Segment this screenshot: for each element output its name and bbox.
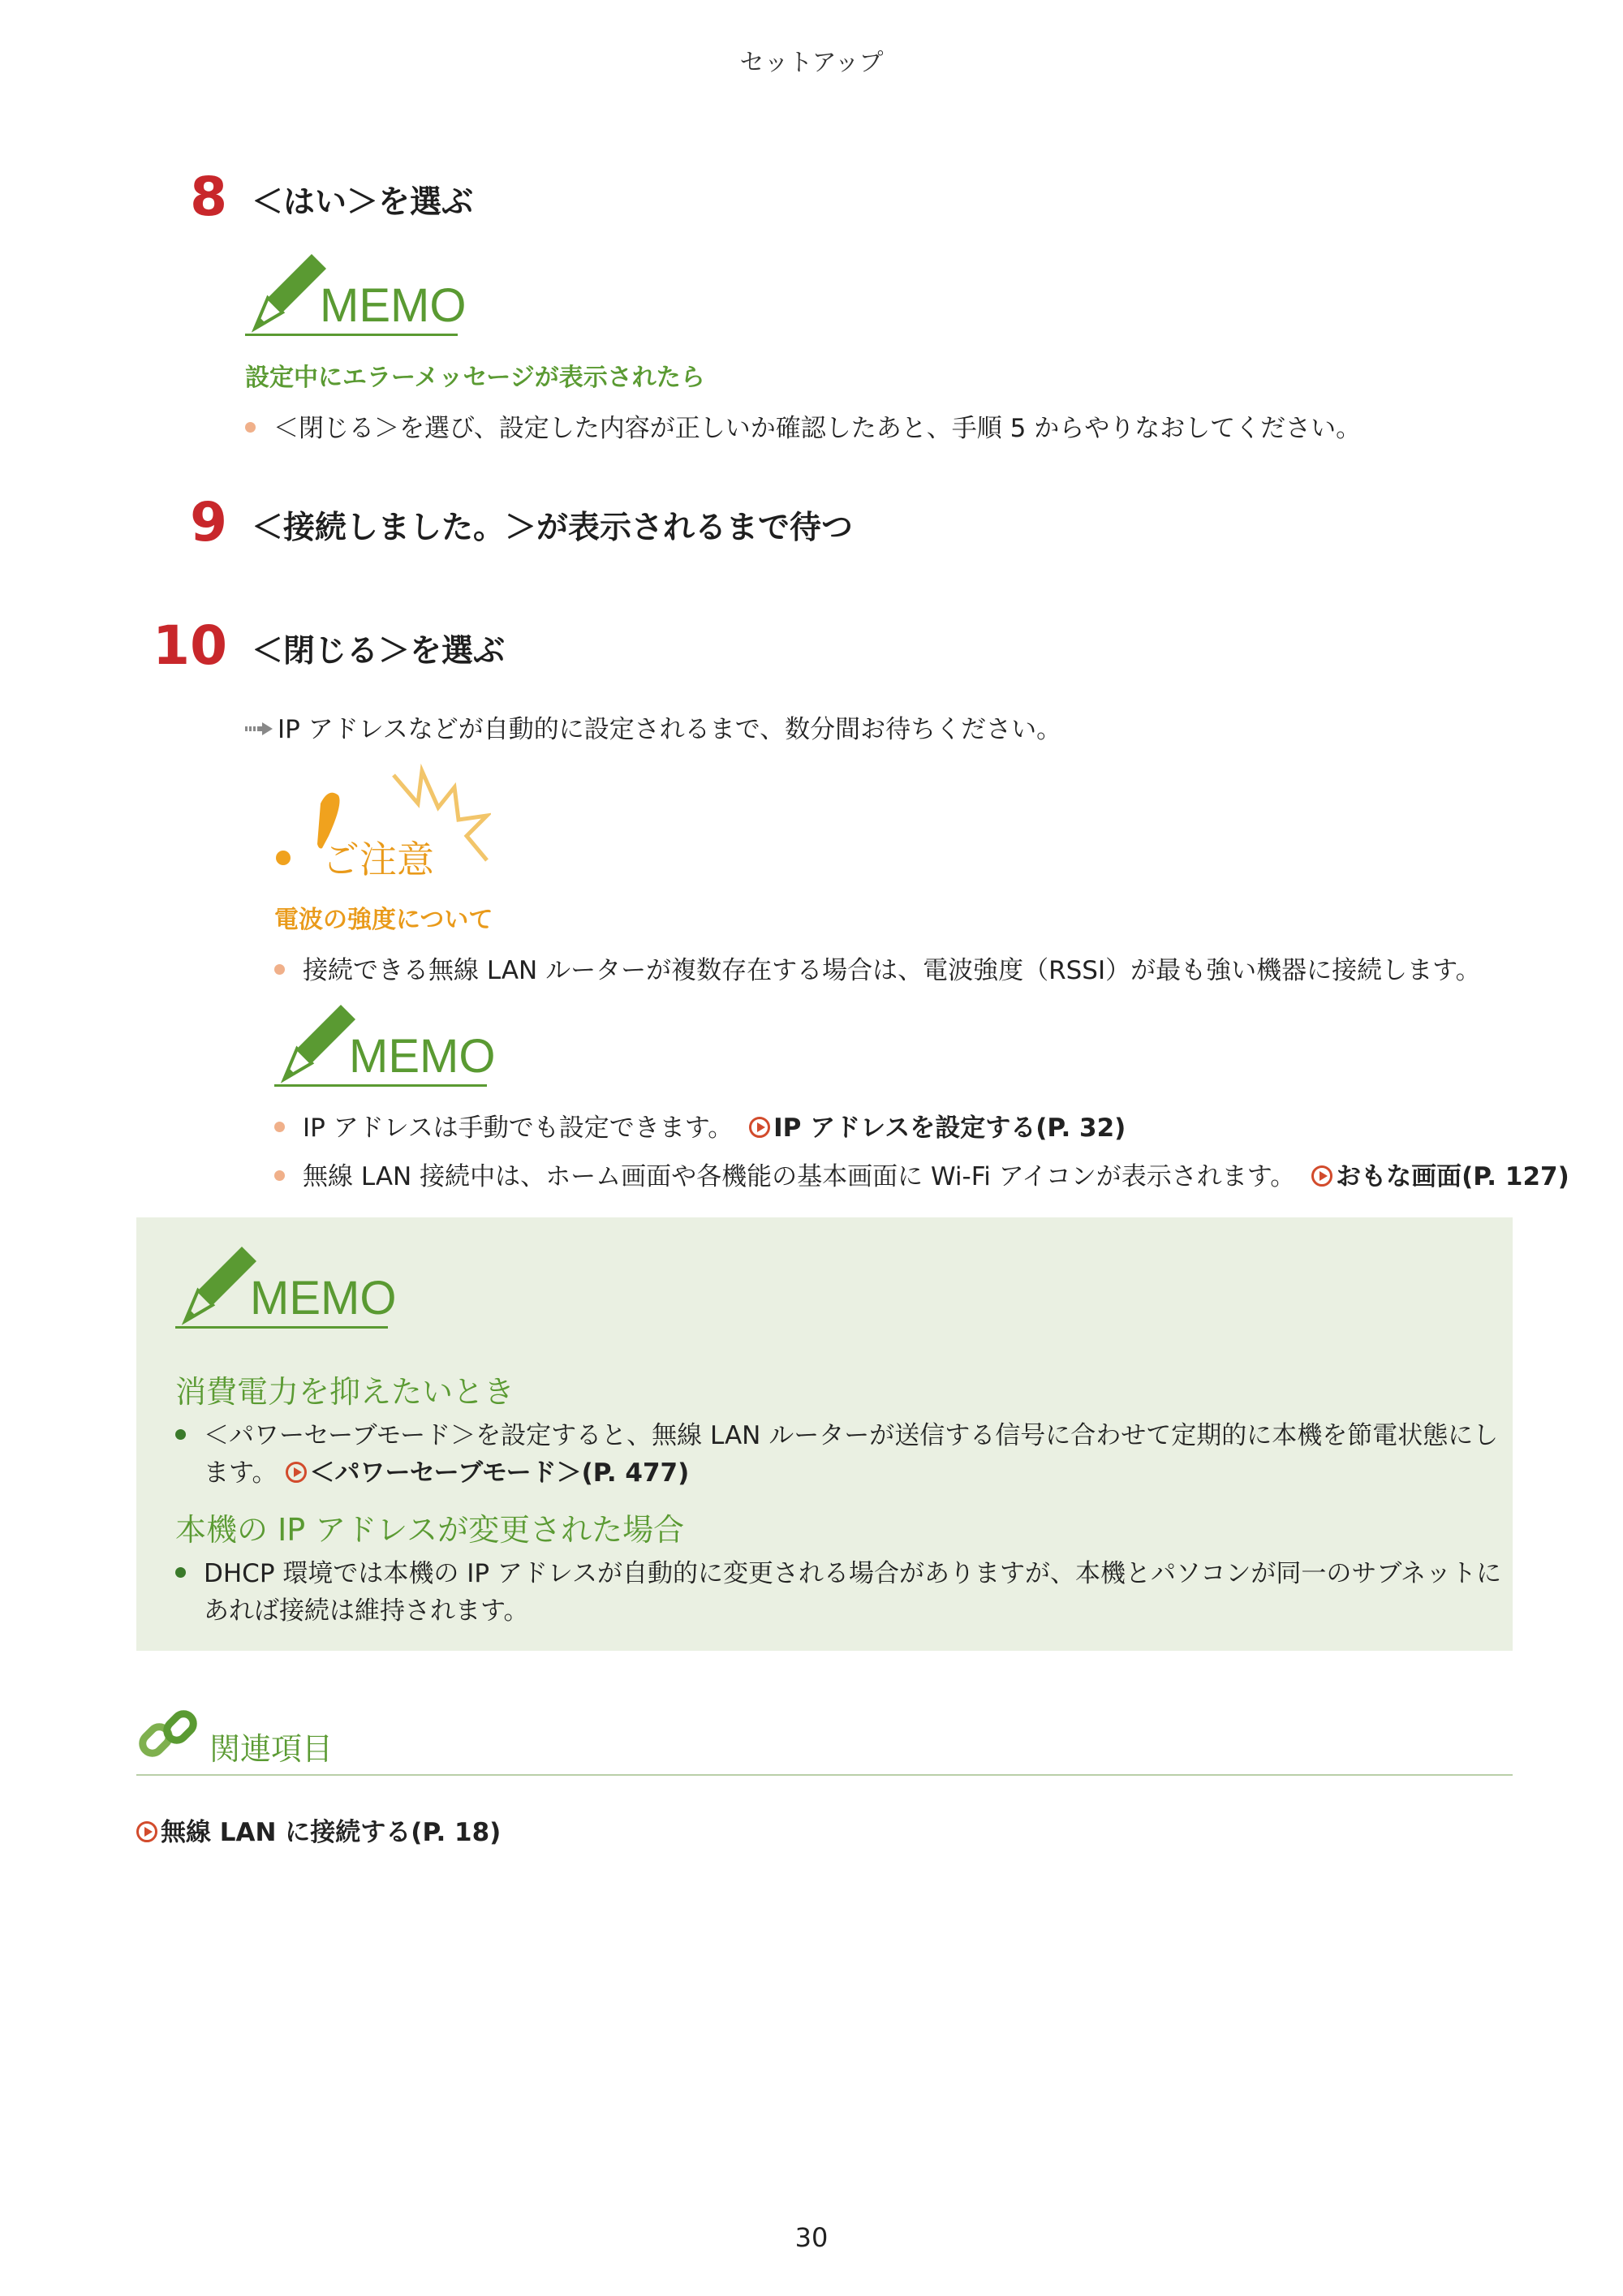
link-arrow-icon (1311, 1165, 1332, 1187)
related-header (136, 1703, 461, 1771)
step-title-8: ＜はい＞を選ぶ (252, 184, 474, 221)
step-number-10: 10 (153, 614, 227, 677)
memo-item-power-save: ＜パワーセーブモード＞を設定すると、無線 LAN ルーターが送信する信号に合わせて定期的に本機を節電状態にし ます。 ＜パワーセーブモード＞(P. 477) (175, 1417, 1490, 1492)
link-set-ip[interactable]: IP アドレスを設定する(P. 32) (773, 1114, 1126, 1143)
bullet-icon (175, 1567, 186, 1578)
bullet-icon (274, 964, 285, 975)
arrow-right-icon (245, 721, 274, 737)
step-title-10: ＜閉じる＞を選ぶ (252, 633, 506, 670)
step-number-8: 8 (190, 166, 227, 228)
running-header: セットアップ (739, 49, 884, 77)
memo-label: MEMO (320, 279, 467, 332)
link-connect-wlan[interactable]: 無線 LAN に接続する(P. 18) (161, 1818, 502, 1847)
memo-underline (274, 1084, 487, 1087)
link-arrow-icon (749, 1117, 770, 1138)
bullet-icon (274, 1122, 285, 1132)
memo-heading-ip-changed: 本機の IP アドレスが変更された場合 (175, 1512, 685, 1548)
page-number: 30 (794, 2222, 829, 2253)
bullet-icon (245, 422, 256, 433)
memo-underline (245, 334, 458, 336)
caution-item: 接続できる無線 LAN ルーターが複数存在する場合は、電波強度（RSSI）が最も強い機器に接続します。 (274, 950, 1481, 986)
memo-item-ip-changed: DHCP 環境では本機の IP アドレスが自動的に変更される場合がありますが、本機とパソコンが同一のサブネットに あれば接続は維持されます。 (175, 1555, 1490, 1630)
link-chain-icon (136, 1703, 201, 1768)
memo-label: MEMO (349, 1030, 496, 1083)
bullet-icon (175, 1429, 186, 1440)
related-divider (136, 1774, 1513, 1776)
link-main-screens[interactable]: おもな画面(P. 127) (1336, 1162, 1569, 1191)
link-arrow-icon (136, 1821, 157, 1842)
step-title-9: ＜接続しました。＞が表示されるまで待つ (252, 510, 854, 546)
related-title: 関連項目 (209, 1731, 334, 1767)
memo-box (136, 1217, 1513, 1651)
memo-underline (175, 1326, 388, 1329)
step-result: IP アドレスなどが自動的に設定されるまで、数分間お待ちください。 (245, 709, 1061, 745)
memo-header-box (175, 1240, 397, 1329)
caution-header (272, 759, 491, 881)
link-arrow-icon (286, 1462, 307, 1483)
caution-label: ご注意 (322, 838, 434, 881)
memo-header-step8 (245, 248, 467, 337)
memo-header-step10 (274, 998, 496, 1088)
step-number-9: 9 (190, 491, 227, 554)
memo-heading-error: 設定中にエラーメッセージが表示されたら (245, 364, 705, 392)
memo-label: MEMO (250, 1272, 397, 1325)
memo-item-manual-ip: IP アドレスは手動でも設定できます。 IP アドレスを設定する(P. 32) (274, 1107, 1126, 1144)
related-item (131, 1811, 501, 1848)
bullet-icon (274, 1170, 285, 1181)
memo-item-wifi-icon: 無線 LAN 接続中は、ホーム画面や各機能の基本画面に Wi-Fi アイコンが表示されます。 おもな画面(P. 127) (274, 1156, 1569, 1192)
link-power-save[interactable]: ＜パワーセーブモード＞(P. 477) (309, 1458, 690, 1488)
memo-heading-power-save: 消費電力を抑えたいとき (175, 1374, 515, 1410)
memo-item-error: ＜閉じる＞を選び、設定した内容が正しいか確認したあと、手順 5 からやりなおしてください。 (245, 407, 1361, 444)
caution-heading: 電波の強度について (274, 906, 493, 934)
